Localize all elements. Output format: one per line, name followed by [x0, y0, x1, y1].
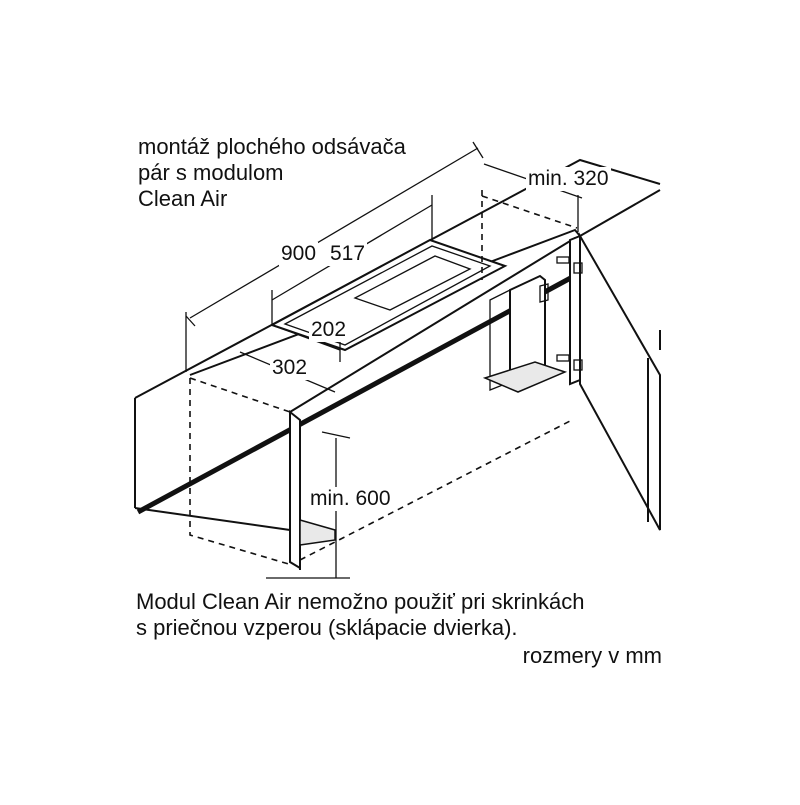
cabinet-right-panel: [557, 236, 660, 530]
dimension-min-600: min. 600: [310, 487, 391, 510]
dimension-202: 202: [311, 318, 347, 341]
dimension-302: 302: [272, 356, 308, 379]
dimension-517: 517: [330, 242, 366, 265]
title-line-1: montáž plochého odsávača: [138, 134, 406, 159]
clean-air-module: [485, 276, 565, 392]
units-note: rozmery v mm: [522, 643, 662, 668]
dimension-900: 900: [281, 242, 317, 265]
dimension-min-320: min. 320: [528, 167, 609, 190]
note-line-1: Modul Clean Air nemožno použiť pri skrinkách: [136, 589, 585, 614]
title-line-2: pár s modulom: [138, 160, 284, 185]
note-line-2: s priečnou vzperou (sklápacie dvierka).: [136, 615, 518, 640]
title-line-3: Clean Air: [138, 186, 228, 211]
